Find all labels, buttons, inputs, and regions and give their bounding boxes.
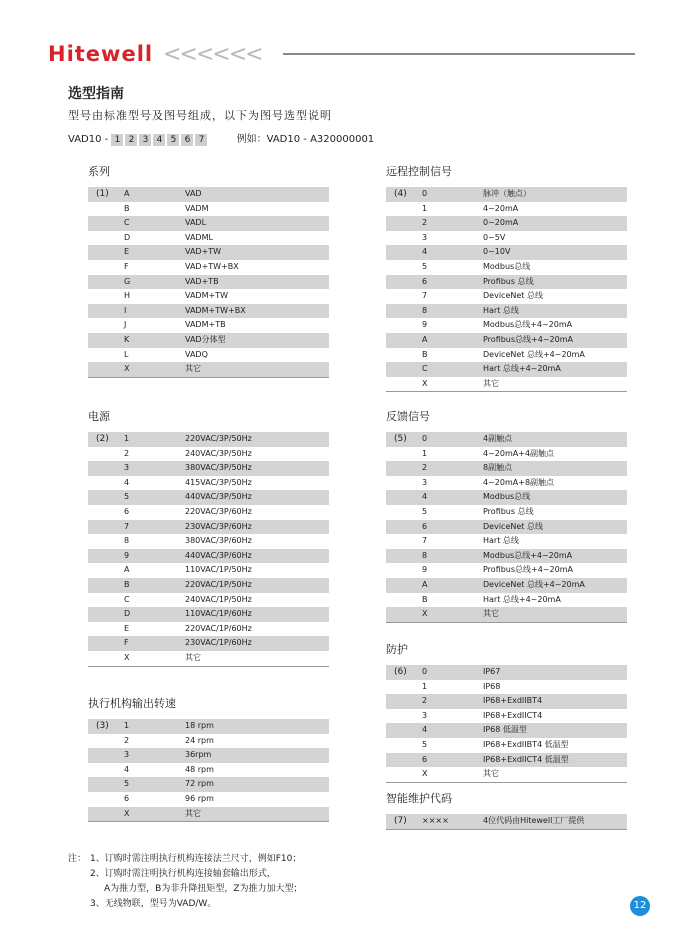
table-row (88, 476, 329, 491)
section-index: (6) (394, 667, 407, 677)
option-description: 18 rpm (185, 721, 214, 730)
option-code: 7 (124, 521, 130, 531)
option-code: 8 (422, 550, 428, 560)
table-row (386, 461, 627, 476)
code-digit: 3 (139, 134, 151, 146)
option-code: 7 (422, 536, 428, 546)
code-digit: 6 (181, 134, 193, 146)
option-description: 230VAC/1P/60Hz (185, 638, 252, 648)
option-code: A (124, 189, 130, 198)
table-row (88, 348, 329, 363)
notes (68, 852, 303, 912)
code-digit: 5 (167, 134, 179, 146)
table-row (386, 723, 627, 738)
option-description: Profibus总线+4~20mA (483, 334, 573, 344)
option-code: 1 (422, 203, 428, 213)
code-digit: 2 (125, 134, 137, 146)
table-row (88, 202, 329, 217)
option-code: E (124, 247, 130, 257)
table-row (88, 245, 329, 260)
option-code: 2 (124, 735, 130, 745)
option-description: DeviceNet 总线 (483, 521, 543, 531)
option-description: 其它 (185, 808, 201, 818)
table-row (386, 318, 627, 333)
section-title: 反馈信号 (386, 410, 430, 423)
option-code: 3 (124, 750, 130, 760)
table-row (386, 231, 627, 246)
option-description: VADM (185, 203, 209, 213)
option-description: Hart 总线 (483, 305, 519, 315)
option-code: 2 (422, 463, 428, 473)
table-row (386, 490, 627, 505)
option-description: Hart 总线+4~20mA (483, 594, 561, 604)
option-description: 230VAC/3P/60Hz (185, 521, 252, 531)
table-row (386, 665, 627, 680)
option-table (386, 814, 627, 830)
option-table (88, 187, 329, 378)
option-code: K (124, 334, 130, 344)
option-description: 220VAC/1P/50Hz (185, 579, 252, 589)
table-row (88, 748, 329, 763)
option-table (386, 187, 627, 392)
option-description: 240VAC/1P/50Hz (185, 594, 252, 604)
table-row (88, 792, 329, 807)
option-description: 0~5V (483, 232, 506, 242)
table-row (88, 333, 329, 348)
table-row (88, 578, 329, 593)
table-end-rule (88, 377, 329, 378)
table-row (386, 432, 627, 447)
table-row (386, 753, 627, 768)
code-digits (111, 134, 212, 145)
option-description: 4副触点 (483, 434, 513, 443)
section-title: 系列 (88, 165, 110, 178)
page-title: 选型指南 (68, 86, 124, 102)
option-code: 5 (422, 261, 428, 271)
option-code: X (422, 609, 428, 619)
table-end-rule (386, 782, 627, 783)
page-header (0, 40, 691, 70)
option-description: VADML (185, 232, 213, 242)
option-description: 4~20mA+4副触点 (483, 448, 555, 458)
table-row (386, 289, 627, 304)
option-table (386, 665, 627, 783)
option-code: 5 (422, 739, 428, 749)
option-code: 6 (124, 793, 130, 803)
option-description: IP68+ExdIICT4 低温型 (483, 754, 569, 764)
table-row (88, 216, 329, 231)
option-description: 0~10V (483, 247, 511, 257)
option-description: IP68+ExdIIBT4 (483, 696, 543, 706)
option-code: B (422, 349, 428, 359)
option-description: Modbus总线+4~20mA (483, 550, 573, 560)
section-index: (1) (96, 189, 109, 199)
table-row (386, 694, 627, 709)
table-row (88, 763, 329, 778)
option-description: VAD+TW (185, 247, 222, 257)
table-row (386, 814, 627, 829)
option-code: 3 (422, 477, 428, 487)
option-description: IP68 低温型 (483, 725, 527, 735)
section-index: (3) (96, 721, 109, 731)
option-code: B (422, 594, 428, 604)
table-row (88, 563, 329, 578)
note-line: 3、无线物联，型号为VAD/W。 (90, 899, 217, 909)
section-title: 电源 (88, 410, 110, 423)
option-description: DeviceNet 总线 (483, 291, 543, 301)
table-row (386, 187, 627, 202)
option-code: C (422, 364, 428, 374)
section-title: 执行机构输出转速 (88, 697, 176, 710)
code-example: 例如：VAD10 - A320000001 (236, 134, 375, 145)
section-index: (2) (96, 434, 109, 444)
option-description: 36rpm (185, 750, 212, 760)
table-row (386, 505, 627, 520)
option-description: 其它 (185, 364, 201, 374)
section-title: 防护 (386, 643, 408, 656)
option-description: 其它 (483, 378, 499, 388)
table-end-rule (88, 821, 329, 822)
option-description: VAD+TB (185, 276, 219, 286)
option-code: D (124, 232, 131, 242)
header-divider (283, 53, 635, 55)
table-row (88, 275, 329, 290)
option-description: DeviceNet 总线+4~20mA (483, 579, 585, 589)
option-table (386, 432, 627, 623)
table-row (386, 202, 627, 217)
option-code: 5 (124, 492, 130, 502)
table-row (386, 563, 627, 578)
option-description: VAD分体型 (185, 334, 226, 344)
option-code: ×××× (422, 816, 449, 825)
option-description: 220VAC/3P/50Hz (185, 434, 252, 443)
option-code: L (124, 349, 129, 359)
option-code: X (422, 378, 428, 388)
table-row (386, 534, 627, 549)
option-description: 440VAC/3P/50Hz (185, 492, 252, 502)
table-row (386, 520, 627, 535)
note-line: 1、订购时需注明执行机构连接法兰尺寸，例如F10； (90, 854, 302, 864)
table-row (88, 260, 329, 275)
option-description: Modbus总线 (483, 492, 531, 502)
table-end-rule (386, 391, 627, 392)
table-row (88, 304, 329, 319)
option-code: 1 (124, 434, 130, 443)
option-code: X (124, 808, 130, 818)
table-row (88, 520, 329, 535)
section-power (88, 408, 329, 667)
option-code: 8 (124, 536, 130, 546)
table-row (386, 549, 627, 564)
table-row (386, 260, 627, 275)
option-code: 6 (422, 754, 428, 764)
option-description: 4~20mA (483, 203, 519, 213)
brand-logo: Hitewell (48, 42, 154, 66)
option-description: IP68+ExdIIBT4 低温型 (483, 739, 569, 749)
option-description: 72 rpm (185, 779, 214, 789)
option-description: 48 rpm (185, 764, 214, 774)
table-row (386, 607, 627, 622)
section-title: 远程控制信号 (386, 165, 452, 178)
option-code: F (124, 638, 129, 648)
option-description: 380VAC/3P/50Hz (185, 463, 252, 473)
table-row (88, 777, 329, 792)
option-code: B (124, 579, 130, 589)
option-code: 3 (124, 463, 130, 473)
note-line: 2、订购时需注明执行机构连接轴套输出形式， (90, 869, 276, 879)
table-row (88, 651, 329, 666)
option-code: 4 (422, 725, 428, 735)
table-row (88, 231, 329, 246)
table-row (88, 362, 329, 377)
option-description: Profibus 总线 (483, 276, 534, 286)
option-code: G (124, 276, 131, 286)
option-code: 5 (124, 779, 130, 789)
option-description: 其它 (483, 609, 499, 619)
option-code: A (124, 565, 130, 575)
option-description: 240VAC/3P/50Hz (185, 448, 252, 458)
table-row (386, 333, 627, 348)
table-row (386, 362, 627, 377)
section-feedback (386, 408, 627, 623)
option-description: 96 rpm (185, 793, 214, 803)
option-description: 4~20mA+8副触点 (483, 477, 555, 487)
option-code: 8 (422, 305, 428, 315)
table-row (88, 734, 329, 749)
option-description: 24 rpm (185, 735, 214, 745)
option-code: 6 (422, 276, 428, 286)
option-description: Modbus总线+4~20mA (483, 320, 573, 330)
section-index: (4) (394, 189, 407, 199)
option-code: F (124, 261, 129, 271)
option-code: E (124, 623, 130, 633)
table-row (88, 505, 329, 520)
option-description: 220VAC/3P/60Hz (185, 506, 252, 516)
option-description: 220VAC/1P/60Hz (185, 623, 252, 633)
option-code: X (124, 364, 130, 374)
table-row (88, 187, 329, 202)
table-row (386, 245, 627, 260)
table-row (88, 549, 329, 564)
page-number: 12 (630, 896, 650, 916)
option-code: I (124, 305, 127, 315)
code-digit: 4 (153, 134, 165, 146)
option-code: 2 (124, 448, 130, 458)
table-end-rule (88, 666, 329, 667)
option-code: 0 (422, 667, 428, 676)
note-prefix: 注： (68, 854, 87, 864)
option-code: H (124, 291, 131, 301)
option-code: 9 (422, 565, 428, 575)
option-description: IP68 (483, 681, 501, 691)
option-description: Hart 总线+4~20mA (483, 364, 561, 374)
option-description: VADQ (185, 349, 208, 359)
option-description: 4位代码由Hitewell工厂提供 (483, 816, 585, 825)
table-row (88, 607, 329, 622)
table-row (88, 719, 329, 734)
option-description: VADL (185, 218, 207, 228)
section-index: (7) (394, 816, 407, 826)
table-row (88, 622, 329, 637)
table-row (386, 275, 627, 290)
option-description: VADM+TB (185, 320, 226, 330)
option-code: 0 (422, 434, 428, 443)
section-protection (386, 641, 627, 783)
option-description: 110VAC/1P/50Hz (185, 565, 252, 575)
page-subtitle: 型号由标准型号及图号组成，以下为图号选型说明 (68, 109, 332, 122)
option-code: 1 (422, 681, 428, 691)
option-description: 8副触点 (483, 463, 513, 473)
code-digit: 1 (111, 134, 123, 146)
option-code: J (124, 320, 127, 330)
option-code: 1 (124, 721, 130, 730)
table-row (88, 432, 329, 447)
option-description: 0~20mA (483, 218, 519, 228)
option-description: 415VAC/3P/50Hz (185, 477, 252, 487)
table-row (386, 476, 627, 491)
option-code: 4 (124, 764, 130, 774)
table-row (386, 216, 627, 231)
option-description: VAD (185, 189, 202, 198)
option-description: IP67 (483, 667, 501, 676)
table-row (88, 636, 329, 651)
note-line: A为推力型，B为非升降扭矩型，Z为推力加大型； (104, 884, 303, 894)
table-row (88, 289, 329, 304)
section-title: 智能维护代码 (386, 792, 452, 805)
option-code: 5 (422, 506, 428, 516)
option-description: VADM+TW+BX (185, 305, 246, 315)
option-code: C (124, 594, 130, 604)
option-table (88, 432, 329, 667)
option-code: 1 (422, 448, 428, 458)
section-speed (88, 695, 329, 822)
table-row (88, 490, 329, 505)
table-row (386, 709, 627, 724)
table-row (386, 348, 627, 363)
option-description: Profibus 总线 (483, 506, 534, 516)
section-smart (386, 790, 627, 830)
table-row (386, 767, 627, 782)
section-series (88, 163, 329, 378)
table-row (386, 447, 627, 462)
option-code: D (124, 609, 131, 619)
table-end-rule (386, 829, 627, 830)
table-row (88, 447, 329, 462)
option-description: 其它 (483, 769, 499, 779)
option-description: IP68+ExdIICT4 (483, 710, 543, 720)
option-description: 440VAC/3P/60Hz (185, 550, 252, 560)
option-code: C (124, 218, 130, 228)
table-row (386, 680, 627, 695)
option-code: 4 (422, 492, 428, 502)
option-code: 9 (124, 550, 130, 560)
chevron-decoration: <<<<<< (163, 42, 262, 67)
option-description: VADM+TW (185, 291, 228, 301)
option-code: 3 (422, 232, 428, 242)
table-row (88, 534, 329, 549)
section-index: (5) (394, 434, 407, 444)
option-code: 0 (422, 189, 428, 198)
code-prefix: VAD10 - (68, 134, 109, 145)
option-code: 2 (422, 218, 428, 228)
option-table (88, 719, 329, 822)
table-row (386, 578, 627, 593)
option-description: Modbus总线 (483, 261, 531, 271)
option-code: 4 (422, 247, 428, 257)
option-code: X (124, 652, 130, 662)
table-row (386, 593, 627, 608)
model-code-line (68, 130, 374, 146)
option-code: 3 (422, 710, 428, 720)
option-code: 2 (422, 696, 428, 706)
option-code: 6 (124, 506, 130, 516)
code-digit: 7 (195, 134, 207, 146)
option-description: 110VAC/1P/60Hz (185, 609, 252, 619)
option-code: X (422, 769, 428, 779)
table-end-rule (386, 622, 627, 623)
table-row (88, 807, 329, 822)
table-row (386, 377, 627, 392)
option-code: A (422, 579, 428, 589)
option-description: DeviceNet 总线+4~20mA (483, 349, 585, 359)
table-row (386, 304, 627, 319)
table-row (88, 593, 329, 608)
option-description: 脉冲（触点） (483, 189, 531, 198)
table-row (386, 738, 627, 753)
option-code: 7 (422, 291, 428, 301)
table-row (88, 461, 329, 476)
option-code: 4 (124, 477, 130, 487)
option-code: 9 (422, 320, 428, 330)
option-code: 6 (422, 521, 428, 531)
section-remote (386, 163, 627, 392)
option-description: Hart 总线 (483, 536, 519, 546)
option-description: Profibus总线+4~20mA (483, 565, 573, 575)
option-code: A (422, 334, 428, 344)
option-description: 380VAC/3P/60Hz (185, 536, 252, 546)
table-row (88, 318, 329, 333)
option-code: B (124, 203, 130, 213)
option-description: 其它 (185, 652, 201, 662)
option-description: VAD+TW+BX (185, 261, 239, 271)
